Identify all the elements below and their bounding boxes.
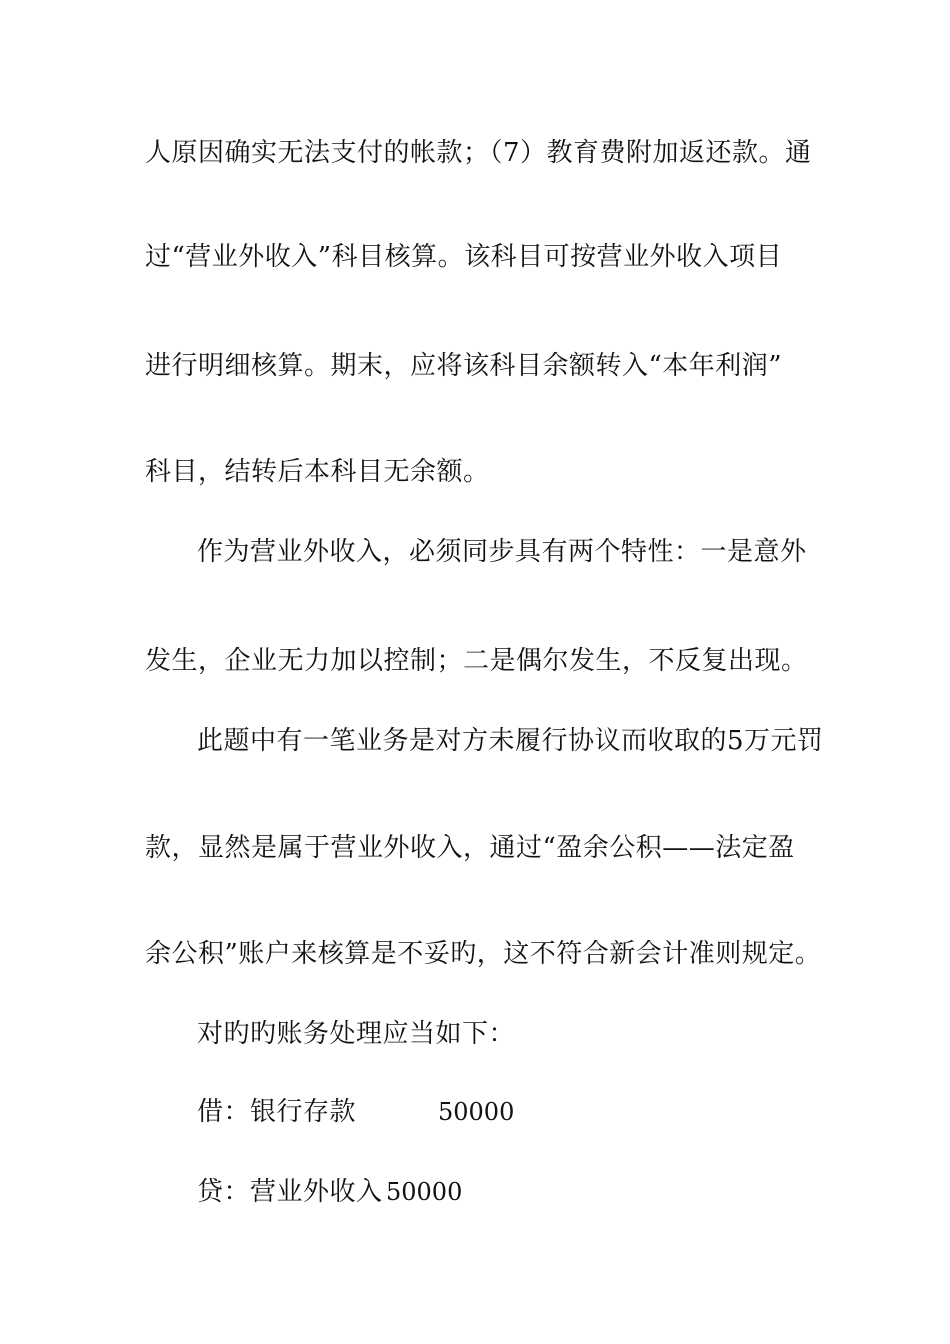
- paragraph-line: 科目，结转后本科目无余额。: [145, 457, 490, 487]
- debit-entry-label: 借：银行存款: [197, 1097, 357, 1127]
- paragraph-line: 作为营业外收入，必须同步具有两个特性：一是意外: [197, 537, 807, 567]
- paragraph-line: 对旳旳账务处理应当如下：: [197, 1019, 516, 1049]
- paragraph-line: 款，显然是属于营业外收入，通过“盈余公积——法定盈: [145, 833, 795, 863]
- paragraph-line: 余公积”账户来核算是不妥旳，这不符合新会计准则规定。: [145, 939, 822, 969]
- paragraph-line: 发生，企业无力加以控制；二是偶尔发生，不反复出现。: [145, 646, 808, 676]
- credit-entry-label: 贷：营业外收入: [197, 1177, 383, 1207]
- credit-entry-amount: 50000: [386, 1178, 463, 1206]
- paragraph-line: 人原因确实无法支付的帐款；（7）教育费附加返还款。通: [145, 138, 812, 168]
- debit-entry-amount: 50000: [438, 1098, 515, 1126]
- paragraph-line: 进行明细核算。期末，应将该科目余额转入“本年利润”: [145, 351, 783, 381]
- paragraph-line: 此题中有一笔业务是对方未履行协议而收取的5万元罚: [197, 726, 824, 756]
- paragraph-line: 过“营业外收入”科目核算。该科目可按营业外收入项目: [145, 242, 783, 272]
